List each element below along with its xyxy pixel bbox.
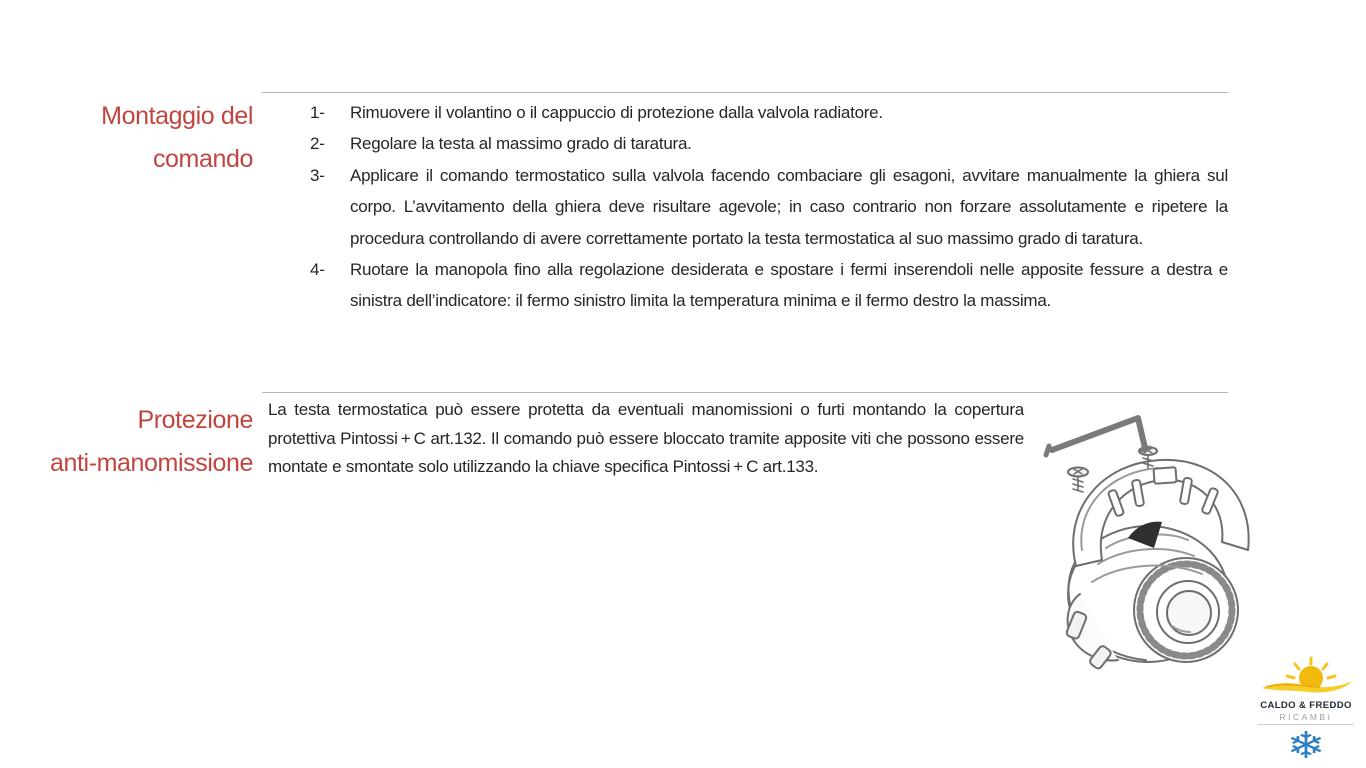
- list-item-number: 4-: [310, 260, 325, 280]
- screw-left: [1068, 468, 1088, 493]
- list-item-number: 3-: [310, 165, 325, 185]
- company-logo: [1250, 656, 1362, 764]
- heading-line: anti-manomissione: [49, 449, 253, 477]
- section-divider: [262, 392, 1228, 393]
- heading-line: comando: [152, 145, 253, 173]
- thermostatic-head-illustration: [1036, 398, 1268, 675]
- section-divider: [262, 92, 1228, 93]
- list-item-text: Regolare la testa al massimo grado di taratura.: [350, 134, 692, 154]
- allen-key-icon: [1046, 418, 1149, 455]
- instruction-list: [308, 97, 1228, 317]
- snowflake-icon: ❄: [1286, 725, 1326, 766]
- protection-paragraph: La testa termostatica può essere protetta da eventuali manomissioni o furti montando la copertura protettiva Pintossi + C art.132. Il comando può essere bloccato tramite apposite viti che possono essere montate e smontate solo utilizzando la chiave specifica Pintossi + C art.133.: [268, 400, 1024, 477]
- logo-name: CALDO & FREDDO: [1260, 700, 1352, 711]
- logo-subtitle: RICAMBI: [1279, 711, 1333, 722]
- list-item: [308, 160, 1228, 254]
- list-item-number: 2-: [310, 134, 325, 154]
- list-item-number: 1-: [310, 103, 325, 122]
- section-heading-montaggio: [20, 95, 253, 181]
- heading-line: Protezione: [137, 406, 253, 434]
- list-item: [308, 97, 1228, 128]
- list-item-text: Ruotare la manopola fino alla regolazione desiderata e spostare i fermi inserendoli nelle apposite fessure a destra e sinistra dell’indicatore: il fermo sinistro limita la temperatura minima e il fermo destro la massima.: [350, 260, 1228, 311]
- list-item-text: Rimuovere il volantino o il cappuccio di protezione dalla valvola radiatore.: [350, 103, 883, 122]
- list-item: [308, 128, 1228, 159]
- sun-icon: [1256, 656, 1356, 696]
- list-item-text: Applicare il comando termostatico sulla valvola facendo combaciare gli esagoni, avvitare manualmente la ghiera sul corpo. L’avvitamento della ghiera deve risultare agevole; in caso contrario non forzare assolutamente e ripetere la procedura controllando di avere correttamente portato la testa termostatica al suo massimo grado di taratura.: [350, 165, 1228, 248]
- section-heading-protezione: [10, 399, 253, 485]
- heading-line: Montaggio del: [101, 102, 253, 130]
- illustration-svg: [1036, 398, 1268, 670]
- list-item: [308, 254, 1228, 317]
